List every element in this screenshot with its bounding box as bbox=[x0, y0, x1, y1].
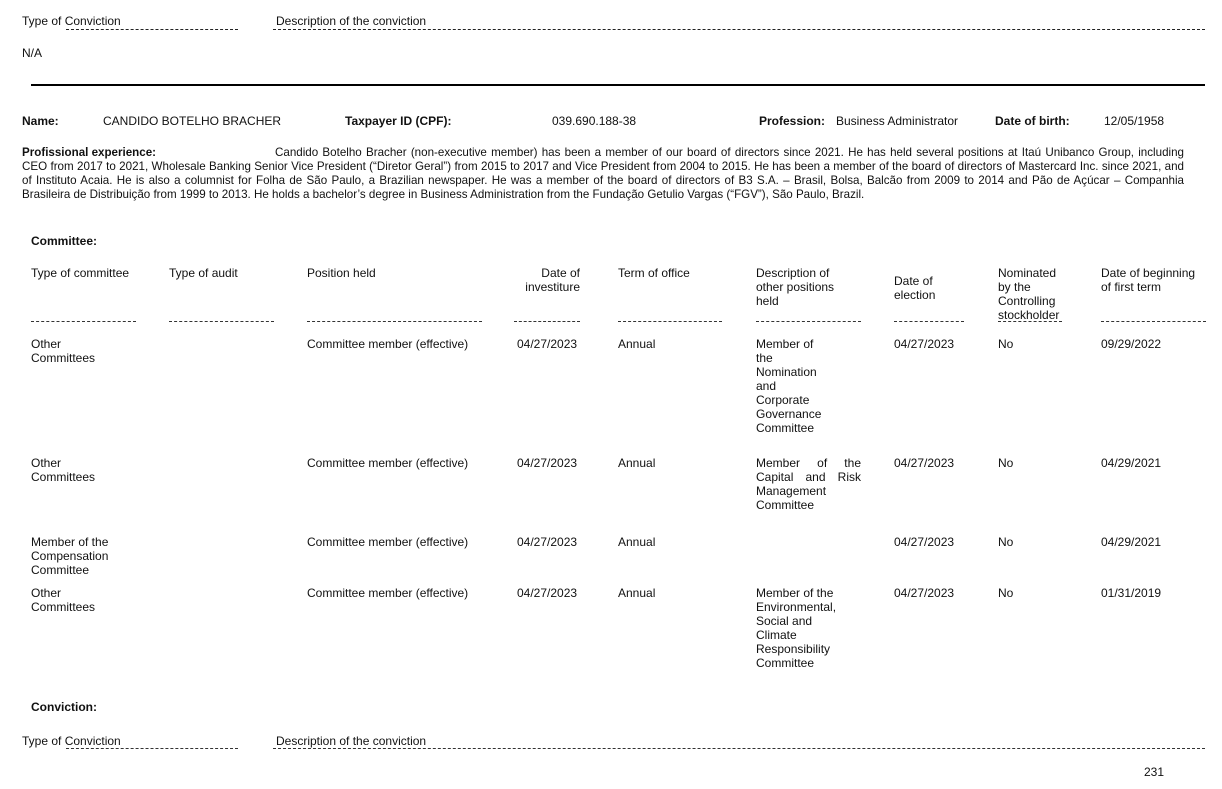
cell-date-of-investiture: 04/27/2023 bbox=[517, 456, 578, 470]
name-label: Name: bbox=[22, 114, 59, 128]
cell-date-of-investiture: 04/27/2023 bbox=[517, 535, 578, 549]
header-position-held: Position held bbox=[307, 266, 376, 280]
page-number: 231 bbox=[1144, 765, 1165, 779]
cell-description-other-positions: Member of the Nomination and Corporate Governance Committee bbox=[756, 337, 822, 435]
cell-nominated-by-controlling: No bbox=[998, 337, 1014, 351]
committee-label: Committee: bbox=[31, 234, 98, 248]
cell-type-of-committee: Other Committees bbox=[31, 456, 96, 484]
cell-term-of-office: Annual bbox=[618, 337, 656, 351]
cpf-label: Taxpayer ID (CPF): bbox=[345, 114, 452, 128]
header-term-of-office: Term of office bbox=[618, 266, 690, 280]
header-underline bbox=[998, 321, 1062, 322]
cell-date-of-election: 04/27/2023 bbox=[894, 535, 955, 549]
header-underline bbox=[1101, 321, 1206, 322]
cell-date-of-investiture: 04/27/2023 bbox=[517, 586, 578, 600]
divider bbox=[31, 84, 1205, 86]
cell-nominated-by-controlling: No bbox=[998, 586, 1014, 600]
cell-date-of-election: 04/27/2023 bbox=[894, 337, 955, 351]
header-underline bbox=[514, 321, 580, 322]
cell-type-of-committee: Other Committees bbox=[31, 586, 96, 614]
header-underline bbox=[169, 321, 274, 322]
header-underline bbox=[756, 321, 861, 322]
experience-label: Profissional experience: bbox=[22, 146, 157, 159]
cell-type-of-committee: Member of the Compensation Committee bbox=[31, 535, 109, 577]
header-date-first-term: Date of beginning of first term bbox=[1101, 266, 1196, 294]
header-description-other-positions: Description of other positions held bbox=[756, 266, 835, 308]
conviction-desc-label: Description of the conviction bbox=[276, 14, 427, 28]
cell-date-first-term: 09/29/2022 bbox=[1101, 337, 1162, 351]
header-nominated-by-controlling: Nominated by the Controlling stockholder bbox=[998, 266, 1060, 322]
header-underline bbox=[894, 321, 964, 322]
header-underline bbox=[618, 321, 722, 322]
experience-text: Candido Botelho Bracher (non-executive member) has been a member of our board of directors since 2021. He has held several positions at Itaú Unibanco Group, including CEO from 2017 to 2021, Wholesale Banking Senior Vice President (“Diretor Geral”) from 2015 to 2017 and Vice President from 2004 to 2015. He has been a member of the board of directors of Mastercard Inc. since 2021, and of Instituto Acaia. He is also a columnist for Folha de São Paulo, a Brazilian newspaper. He was a member of the board of directors of B3 S.A. – Brasil, Bolsa, Balcão from 2009 to 2014 and Pão de Açúcar – Companhia Brasileira de Distribuição from 1999 to 2013. He holds a bachelor’s degree in Business Administration from the Fundação Getulio Vargas (“FGV”), São Paulo, Brazil. bbox=[22, 146, 1184, 201]
header-date-of-investiture: Date of investiture bbox=[525, 266, 580, 294]
bottom-conviction-desc-label: Description of the conviction bbox=[276, 734, 427, 748]
cell-description-other-positions: Member of the Capital and Risk Management Committee bbox=[756, 456, 861, 512]
cell-nominated-by-controlling: No bbox=[998, 535, 1014, 549]
cell-term-of-office: Annual bbox=[618, 586, 656, 600]
header-type-of-audit: Type of audit bbox=[169, 266, 238, 280]
cell-term-of-office: Annual bbox=[618, 456, 656, 470]
cell-term-of-office: Annual bbox=[618, 535, 656, 549]
cell-date-first-term: 04/29/2021 bbox=[1101, 456, 1162, 470]
cell-nominated-by-controlling: No bbox=[998, 456, 1014, 470]
bottom-conviction-type-label: Type of Conviction bbox=[22, 734, 121, 748]
conviction-section-label: Conviction: bbox=[31, 700, 97, 714]
name-value: CANDIDO BOTELHO BRACHER bbox=[103, 114, 282, 128]
header-date-of-election: Date of election bbox=[894, 274, 936, 302]
profession-label: Profession: bbox=[759, 114, 826, 128]
header-underline bbox=[31, 321, 136, 322]
dob-value: 12/05/1958 bbox=[1104, 114, 1165, 128]
dob-label: Date of birth: bbox=[995, 114, 1070, 128]
header-underline bbox=[307, 321, 482, 322]
conviction-value: N/A bbox=[22, 46, 43, 60]
cell-date-of-election: 04/27/2023 bbox=[894, 586, 955, 600]
profession-value: Business Administrator bbox=[836, 114, 959, 128]
cell-position-held: Committee member (effective) bbox=[307, 337, 469, 351]
cell-date-first-term: 01/31/2019 bbox=[1101, 586, 1162, 600]
cpf-value: 039.690.188-38 bbox=[552, 114, 637, 128]
cell-type-of-committee: Other Committees bbox=[31, 337, 96, 365]
experience-block bbox=[22, 146, 1184, 202]
header-type-of-committee: Type of committee bbox=[31, 266, 130, 280]
cell-description-other-positions: Member of the Environmental, Social and Climate Responsibility Committee bbox=[756, 586, 837, 670]
cell-position-held: Committee member (effective) bbox=[307, 586, 469, 600]
cell-position-held: Committee member (effective) bbox=[307, 535, 469, 549]
cell-date-of-investiture: 04/27/2023 bbox=[517, 337, 578, 351]
cell-date-of-election: 04/27/2023 bbox=[894, 456, 955, 470]
cell-position-held: Committee member (effective) bbox=[307, 456, 469, 470]
cell-date-first-term: 04/29/2021 bbox=[1101, 535, 1162, 549]
conviction-type-label: Type of Conviction bbox=[22, 14, 121, 28]
